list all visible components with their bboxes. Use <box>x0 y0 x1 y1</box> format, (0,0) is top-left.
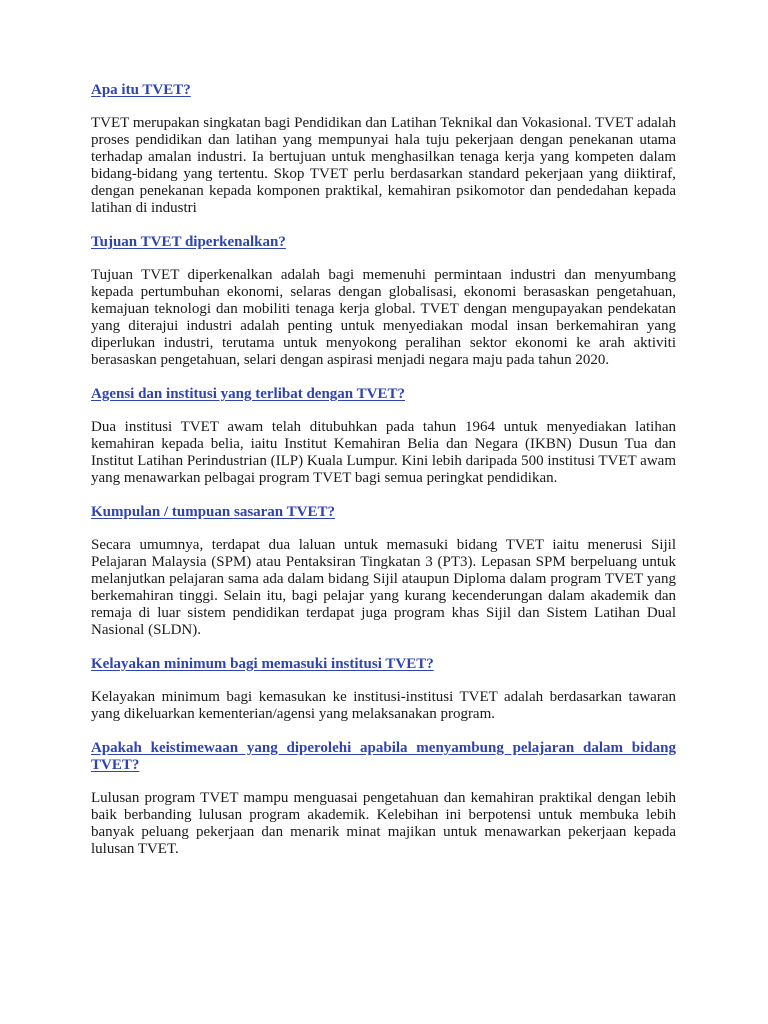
section-apa-itu-tvet <box>91 82 676 217</box>
section-body: Lulusan program TVET mampu menguasai pengetahuan dan kemahiran praktikal dengan lebih baik berbanding lulusan program akademik. Kelebihan ini berpotensi untuk membuka lebih banyak peluang pekerjaan dan menarik minat majikan untuk menawarkan pekerjaan kepada lulusan TVET. <box>91 790 676 857</box>
section-agensi-institusi <box>91 386 676 487</box>
section-kelayakan-minimum <box>91 656 676 723</box>
section-heading: Apakah keistimewaan yang diperolehi apabila menyambung pelajaran dalam bidang TVET? <box>91 740 676 773</box>
section-body: Dua institusi TVET awam telah ditubuhkan pada tahun 1964 untuk menyediakan latihan kemahiran kepada belia, iaitu Institut Kemahiran Belia dan Negara (IKBN) Dusun Tua dan Institut Latihan Perindustrian (ILP) Kuala Lumpur. Kini lebih daripada 500 institusi TVET awam yang menawarkan pelbagai program TVET bagi semua peringkat pendidikan. <box>91 419 676 486</box>
section-body: Kelayakan minimum bagi kemasukan ke institusi-institusi TVET adalah berdasarkan tawaran yang dikeluarkan kementerian/agensi yang melaksanakan program. <box>91 689 676 722</box>
section-body: Tujuan TVET diperkenalkan adalah bagi memenuhi permintaan industri dan menyumbang kepada pertumbuhan ekonomi, selaras dengan globalisasi, ekonomi berasaskan pengetahuan, kemajuan teknologi dan mobiliti tenaga kerja global. TVET dengan mengupayakan pendekatan yang diterajui industri adalah penting untuk menyediakan modal insan berkemahiran yang diperlukan industri, terutama untuk menyokong peralihan sektor ekonomi ke arah aktiviti berasaskan pengetahuan, selari dengan aspirasi menjadi negara maju pada tahun 2020. <box>91 267 676 368</box>
section-heading: Tujuan TVET diperkenalkan? <box>91 234 286 250</box>
section-body: Secara umumnya, terdapat dua laluan untuk memasuki bidang TVET iaitu menerusi Sijil Pelajaran Malaysia (SPM) atau Pentaksiran Tingkatan 3 (PT3). Lepasan SPM berpeluang untuk melanjutkan pelajaran sama ada dalam bidang Sijil ataupun Diploma dalam program TVET yang berkemahiran tinggi. Selain itu, bagi pelajar yang kurang kecenderungan dalam akademik dan remaja di luar sistem pendidikan terdapat juga program khas Sijil dan Sistem Latihan Dual Nasional (SLDN). <box>91 537 676 638</box>
section-heading: Agensi dan institusi yang terlibat dengan TVET? <box>91 386 405 402</box>
section-heading: Kelayakan minimum bagi memasuki institusi TVET? <box>91 656 434 672</box>
section-heading: Kumpulan / tumpuan sasaran TVET? <box>91 504 335 520</box>
section-body: TVET merupakan singkatan bagi Pendidikan dan Latihan Teknikal dan Vokasional. TVET adalah proses pendidikan dan latihan yang mempunyai hala tuju pekerjaan dengan penekanan utama terhadap amalan industri. Ia bertujuan untuk menghasilkan tenaga kerja yang kompeten dalam bidang-bidang yang tertentu. Skop TVET perlu berdasarkan standard pekerjaan yang diiktiraf, dengan penekanan kepada komponen praktikal, kemahiran psikomotor dan pendedahan kepada latihan di industri <box>91 115 676 216</box>
section-kumpulan-sasaran <box>91 504 676 639</box>
section-heading: Apa itu TVET? <box>91 82 191 98</box>
section-tujuan-tvet <box>91 234 676 369</box>
document-page <box>91 82 676 875</box>
section-keistimewaan-tvet <box>91 740 676 858</box>
